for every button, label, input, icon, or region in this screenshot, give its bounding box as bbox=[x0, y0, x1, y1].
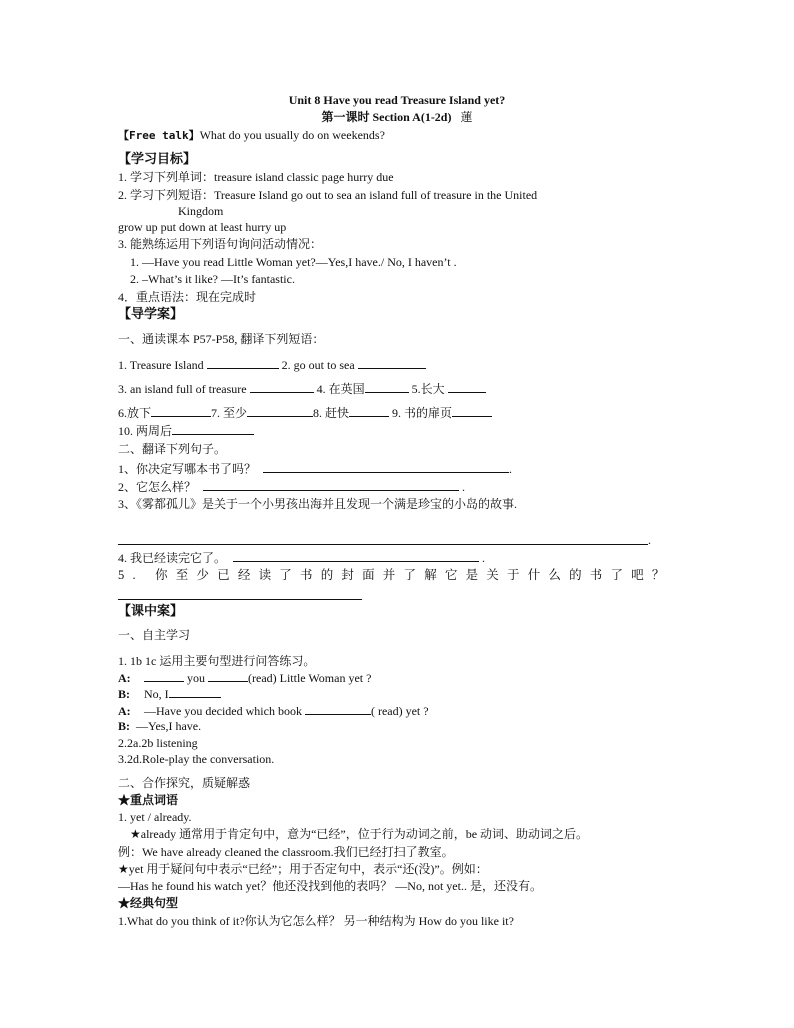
class-part1: 一、自主学习 bbox=[118, 628, 191, 642]
answer-blank[interactable] bbox=[208, 670, 248, 682]
phrase-q8: 8. 赶快 bbox=[313, 406, 350, 420]
dialog-a1 bbox=[118, 670, 371, 686]
answer-blank[interactable] bbox=[263, 461, 509, 473]
speaker-a: A: bbox=[118, 671, 131, 685]
sentence-4 bbox=[118, 550, 485, 566]
answer-blank[interactable] bbox=[151, 405, 211, 417]
phrase-q1: 1. Treasure Island bbox=[118, 358, 204, 372]
dialog-b2 bbox=[118, 719, 201, 734]
answer-blank[interactable] bbox=[203, 479, 459, 491]
sentence-2-text: 2、它怎么样？ bbox=[118, 480, 197, 494]
dialog-b1 bbox=[118, 686, 221, 702]
objective-words: 1. 学习下列单词：treasure island classic page hurry due bbox=[118, 170, 394, 184]
sentence-1-period: . bbox=[509, 462, 513, 476]
dialog-a2 bbox=[118, 703, 429, 719]
phrase-row-1 bbox=[118, 357, 426, 373]
objective-phrases-line2: grow up put down at least hurry up bbox=[118, 220, 287, 234]
objectives-header: 【学习目标】 bbox=[118, 151, 197, 166]
sentence-5: 5. 你至少已经读了书的封面并了解它是关于什么的书了吧？ bbox=[118, 568, 673, 582]
phrase-q2: 2. go out to sea bbox=[281, 358, 355, 372]
answer-blank[interactable] bbox=[452, 405, 492, 417]
objective-phrases: 2. 学习下列短语：Treasure Island go out to sea an island full of treasure in the United bbox=[118, 188, 538, 202]
answer-line[interactable] bbox=[118, 544, 648, 545]
classic-sentences-header: ★经典句型 bbox=[118, 896, 179, 910]
phrase-q7: 7. 至少 bbox=[211, 406, 248, 420]
speaker-b: B: bbox=[118, 687, 130, 701]
guide-header: 【导学案】 bbox=[118, 306, 184, 321]
objective-grammar: 4．重点语法：现在完成时 bbox=[118, 290, 257, 304]
sentence-2 bbox=[118, 479, 465, 495]
objective-sentence-1: 1. —Have you read Little Woman yet?—Yes,I have./ No, I haven’t . bbox=[130, 255, 457, 269]
already-note: ★already 通常用于肯定句中，意为“已经”，位于行为动词之前，be 动词、助动词之后。 bbox=[130, 827, 589, 841]
answer-blank[interactable] bbox=[365, 381, 409, 393]
objective-sentence-2: 2. –What’s it like? —It’s fantastic. bbox=[130, 272, 295, 286]
guide-part2: 二、翻译下列句子。 bbox=[118, 442, 227, 456]
dialog-b1-text: No, I bbox=[144, 687, 169, 701]
sentence-4-period: . bbox=[482, 551, 486, 565]
yet-example: —Has he found his watch yet？他还没找到他的表吗？ —No, not yet.. 是，还没有。 bbox=[118, 879, 542, 893]
guide-part1: 一、通读课本 P57-P58, 翻译下列短语： bbox=[118, 332, 325, 346]
answer-blank[interactable] bbox=[233, 550, 479, 562]
class-task2: 2.2a.2b listening bbox=[118, 736, 198, 750]
unit-title: Unit 8 Have you read Treasure Island yet? bbox=[288, 93, 506, 107]
phrase-q3: 3. an island full of treasure bbox=[118, 382, 247, 396]
key-words-header: ★重点词语 bbox=[118, 793, 179, 807]
yet-note: ★yet 用于疑问句中表示“已经”；用于否定句中，表示“还(没)”。例如： bbox=[118, 862, 488, 876]
answer-blank[interactable] bbox=[172, 423, 254, 435]
phrase-row-3 bbox=[118, 405, 492, 421]
class-task1: 1. 1b 1c 运用主要句型进行问答练习。 bbox=[118, 654, 316, 668]
phrase-row-4 bbox=[118, 423, 254, 439]
phrase-q4: 4. 在英国 bbox=[316, 382, 365, 396]
answer-blank[interactable] bbox=[448, 381, 486, 393]
free-talk-text: What do you usually do on weekends? bbox=[199, 128, 385, 142]
classic-sentence-1: 1.What do you think of it?你认为它怎么样？ 另一种结构为 How do you like it? bbox=[118, 914, 514, 928]
phrase-row-2 bbox=[118, 381, 486, 397]
objective-phrases-cont: Kingdom bbox=[178, 204, 224, 218]
already-example: 例：We have already cleaned the classroom.我们已经打扫了教室。 bbox=[118, 845, 454, 859]
objective-sentences: 3. 能熟练运用下列语句询问活动情况： bbox=[118, 237, 323, 251]
answer-blank[interactable] bbox=[169, 686, 221, 698]
sentence-3-period: . bbox=[648, 533, 651, 547]
phrase-q9: 9. 书的扉页 bbox=[392, 406, 453, 420]
sentence-3: 3、《雾都孤儿》是关于一个小男孩出海并且发现一个满是珍宝的小岛的故事. bbox=[118, 497, 518, 511]
answer-blank[interactable] bbox=[305, 703, 371, 715]
sentence-4-text: 4. 我已经读完它了。 bbox=[118, 551, 227, 565]
answer-blank[interactable] bbox=[349, 405, 389, 417]
lesson-title bbox=[0, 110, 794, 125]
answer-blank[interactable] bbox=[358, 357, 426, 369]
class-task3: 3.2d.Role-play the conversation. bbox=[118, 752, 275, 766]
dialog-a2-end: ( read) yet ? bbox=[370, 704, 429, 718]
speaker-b: B: bbox=[118, 719, 130, 733]
class-part2: 二、合作探究，质疑解惑 bbox=[118, 776, 251, 790]
sentence-2-period: . bbox=[462, 480, 466, 494]
dialog-a2-text: —Have you decided which book bbox=[144, 704, 302, 718]
dialog-a1-mid: you bbox=[187, 671, 205, 685]
speaker-a: A: bbox=[118, 704, 131, 718]
phrase-q5: 5.长大 bbox=[411, 382, 445, 396]
free-talk-label: 【Free talk】 bbox=[118, 129, 200, 142]
sentence-1 bbox=[118, 461, 512, 477]
class-header: 【课中案】 bbox=[118, 603, 184, 618]
answer-blank[interactable] bbox=[247, 405, 313, 417]
key-word-1: 1. yet / already. bbox=[118, 810, 192, 824]
dialog-b2-text: —Yes,I have. bbox=[136, 719, 202, 733]
sentence-1-text: 1、你决定写哪本书了吗？ bbox=[118, 462, 257, 476]
phrase-q10: 10. 两周后 bbox=[118, 424, 173, 438]
free-talk bbox=[118, 128, 385, 143]
phrase-q6: 6.放下 bbox=[118, 406, 152, 420]
dialog-a1-end: (read) Little Woman yet ? bbox=[248, 671, 372, 685]
answer-blank[interactable] bbox=[250, 381, 314, 393]
answer-blank[interactable] bbox=[207, 357, 279, 369]
answer-line[interactable] bbox=[118, 599, 362, 600]
answer-blank[interactable] bbox=[144, 670, 184, 682]
lesson-title-extra: 蓮 bbox=[460, 110, 473, 124]
lesson-title-text: 第一课时 Section A(1-2d) bbox=[321, 110, 452, 124]
